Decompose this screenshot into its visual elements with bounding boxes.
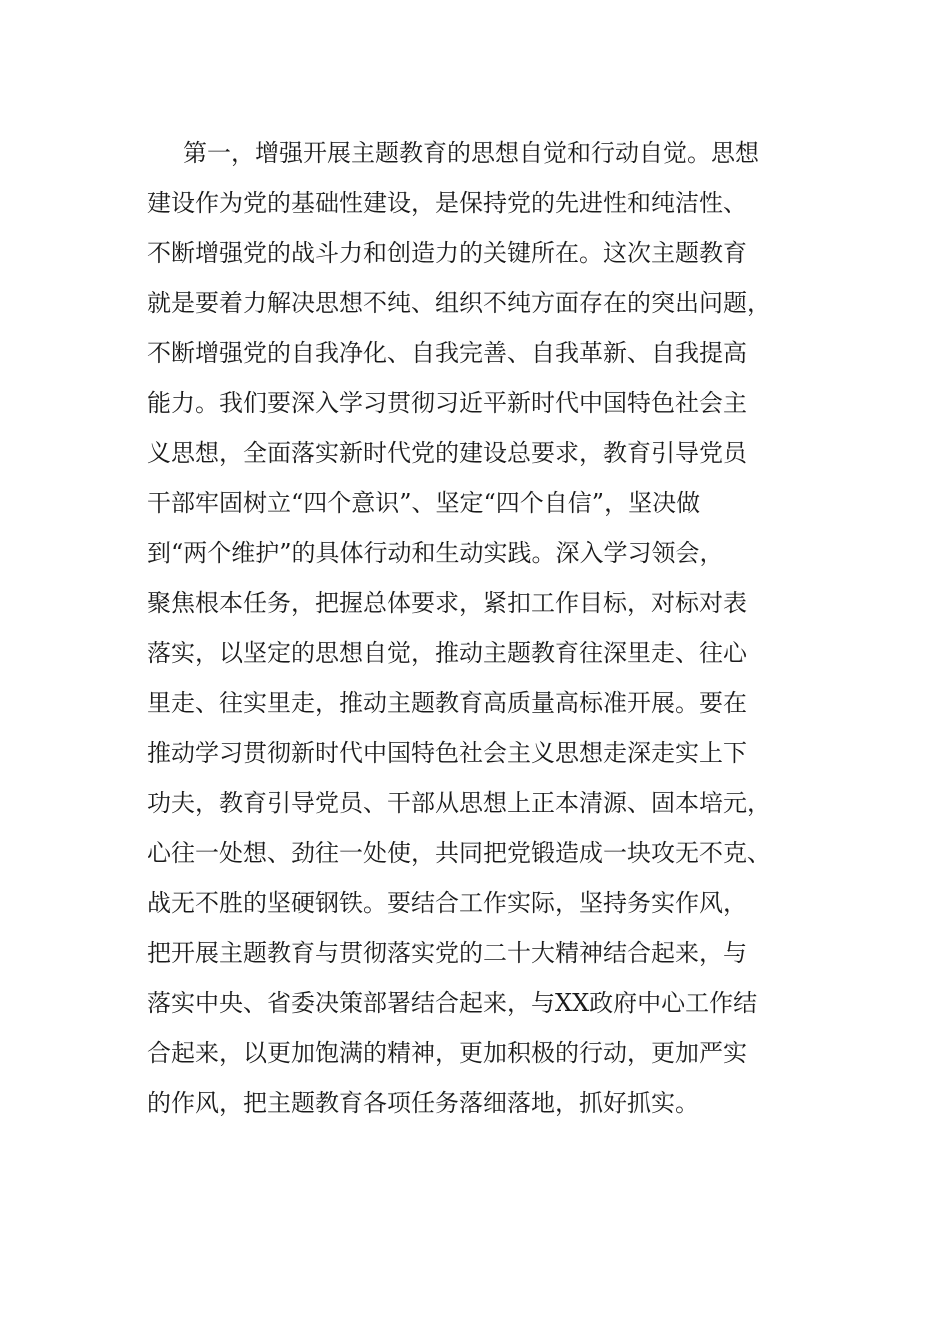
paragraph-line: 不断增强党的战斗力和创造力的关键所在。这次主题教育 (147, 239, 747, 267)
paragraph-line: 推动学习贯彻新时代中国特色社会主义思想走深走实上下 (147, 739, 747, 767)
paragraph-line: 建设作为党的基础性建设，是保持党的先进性和纯洁性、 (147, 189, 747, 217)
paragraph-line: 就是要着力解决思想不纯、组织不纯方面存在的突出问题， (147, 289, 771, 317)
paragraph-line: 心往一处想、劲往一处使，共同把党锻造成一块攻无不克、 (147, 839, 771, 867)
paragraph-line: 把开展主题教育与贯彻落实党的二十大精神结合起来，与 (147, 939, 747, 967)
paragraph-line: 落实中央、省委决策部署结合起来，与XX政府中心工作结 (147, 989, 758, 1017)
paragraph-line: 第一，增强开展主题教育的思想自觉和行动自觉。思想 (183, 139, 759, 167)
body-paragraph (147, 128, 807, 1128)
paragraph-line: 战无不胜的坚硬钢铁。要结合工作实际，坚持务实作风， (147, 889, 747, 917)
paragraph-line: 义思想，全面落实新时代党的建设总要求，教育引导党员 (147, 439, 747, 467)
paragraph-line: 合起来，以更加饱满的精神，更加积极的行动，更加严实 (147, 1039, 747, 1067)
paragraph-line: 不断增强党的自我净化、自我完善、自我革新、自我提高 (147, 339, 747, 367)
paragraph-line: 干部牢固树立“四个意识”、坚定“四个自信”，坚决做 (147, 489, 701, 517)
paragraph-line: 的作风，把主题教育各项任务落细落地，抓好抓实。 (147, 1089, 699, 1117)
paragraph-line: 聚焦根本任务，把握总体要求，紧扣工作目标，对标对表 (147, 589, 747, 617)
paragraph-line: 里走、往实里走，推动主题教育高质量高标准开展。要在 (147, 689, 747, 717)
paragraph-line: 到“两个维护”的具体行动和生动实践。深入学习领会， (147, 539, 724, 567)
paragraph-line: 落实，以坚定的思想自觉，推动主题教育往深里走、往心 (147, 639, 747, 667)
paragraph-line: 能力。我们要深入学习贯彻习近平新时代中国特色社会主 (147, 389, 747, 417)
paragraph-line: 功夫，教育引导党员、干部从思想上正本清源、固本培元， (147, 789, 771, 817)
